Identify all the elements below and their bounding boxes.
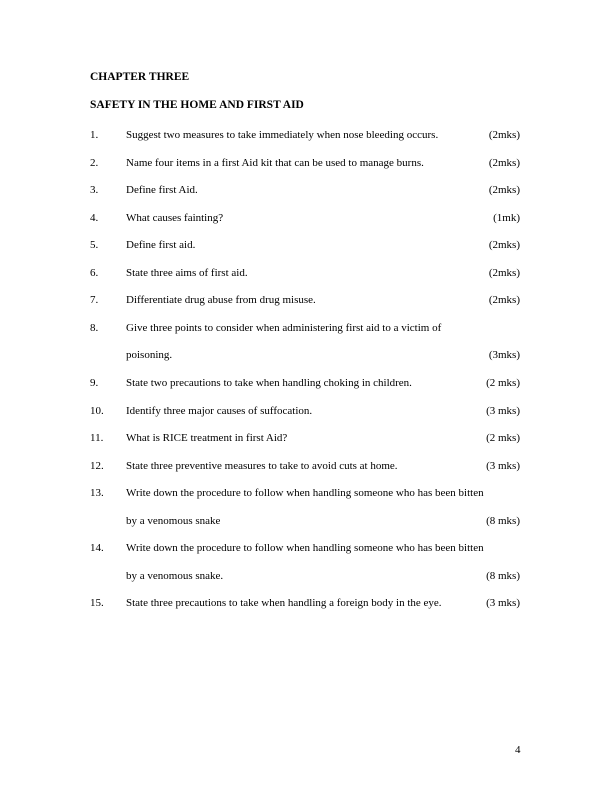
question-marks: (2mks) — [488, 239, 520, 252]
question-number: 11. — [90, 432, 104, 445]
question-text: Name four items in a first Aid kit that can be used to manage burns. — [126, 156, 424, 169]
question-line — [0, 568, 612, 584]
question-number: 9. — [90, 376, 99, 389]
question-text: State three aims of first aid. — [126, 266, 248, 279]
question-number: 7. — [90, 294, 99, 307]
question-number: 12. — [90, 459, 104, 472]
question-marks: (8 mks) — [486, 514, 520, 527]
question-marks: (2mks) — [488, 184, 520, 197]
question-line — [0, 320, 612, 336]
question-text: poisoning. — [126, 349, 173, 362]
question-line — [0, 292, 612, 308]
question-number: 1. — [90, 129, 99, 141]
question-number: 2. — [90, 156, 99, 169]
question-line — [0, 595, 612, 611]
question-line — [0, 155, 612, 171]
question-line — [0, 237, 612, 253]
question-text: Define first aid. — [126, 239, 196, 252]
question-line — [0, 265, 612, 281]
page-number: 4 — [515, 744, 521, 756]
question-marks: (2mks) — [488, 294, 520, 307]
question-text: What causes fainting? — [126, 211, 224, 224]
question-line — [0, 485, 612, 501]
question-marks: (2mks) — [488, 156, 520, 169]
question-marks: (2mks) — [488, 129, 520, 141]
question-number: 8. — [90, 321, 99, 334]
question-line — [0, 182, 612, 198]
question-marks: (3 mks) — [486, 597, 520, 610]
question-line — [0, 430, 612, 446]
question-line — [0, 458, 612, 474]
question-text: State three precautions to take when handling a foreign body in the eye. — [126, 597, 442, 610]
question-line — [0, 347, 612, 363]
question-number: 4. — [90, 211, 99, 224]
question-text: What is RICE treatment in first Aid? — [126, 432, 288, 445]
question-text: Write down the procedure to follow when handling someone who has been bitten — [126, 487, 484, 500]
question-number: 3. — [90, 184, 99, 197]
question-number: 14. — [90, 542, 104, 555]
question-line — [0, 210, 612, 226]
chapter-title: CHAPTER THREE — [90, 71, 190, 83]
question-text: Give three points to consider when administering first aid to a victim of — [126, 321, 442, 334]
question-number: 5. — [90, 239, 99, 252]
question-number: 10. — [90, 404, 104, 417]
question-text: Suggest two measures to take immediately when nose bleeding occurs. — [126, 129, 439, 141]
question-number: 13. — [90, 487, 104, 500]
question-line — [0, 127, 612, 143]
question-text: Differentiate drug abuse from drug misuse. — [126, 294, 316, 307]
question-text: State three preventive measures to take to avoid cuts at home. — [126, 459, 398, 472]
question-text: Identify three major causes of suffocation. — [126, 404, 313, 417]
question-line — [0, 513, 612, 529]
question-marks: (2 mks) — [486, 376, 520, 389]
question-text: by a venomous snake — [126, 514, 221, 527]
question-marks: (2 mks) — [486, 432, 520, 445]
question-number: 6. — [90, 266, 99, 279]
question-text: Define first Aid. — [126, 184, 198, 197]
section-title: SAFETY IN THE HOME AND FIRST AID — [90, 99, 304, 111]
question-marks: (3 mks) — [486, 404, 520, 417]
question-line — [0, 375, 612, 391]
question-marks: (8 mks) — [486, 569, 520, 582]
question-marks: (3mks) — [488, 349, 520, 362]
question-marks: (1mk) — [493, 211, 520, 224]
question-text: State two precautions to take when handling choking in children. — [126, 376, 412, 389]
question-line — [0, 540, 612, 556]
question-number: 15. — [90, 597, 104, 610]
question-marks: (2mks) — [488, 266, 520, 279]
question-marks: (3 mks) — [486, 459, 520, 472]
question-text: by a venomous snake. — [126, 569, 224, 582]
question-line — [0, 403, 612, 419]
question-text: Write down the procedure to follow when handling someone who has been bitten — [126, 542, 484, 555]
